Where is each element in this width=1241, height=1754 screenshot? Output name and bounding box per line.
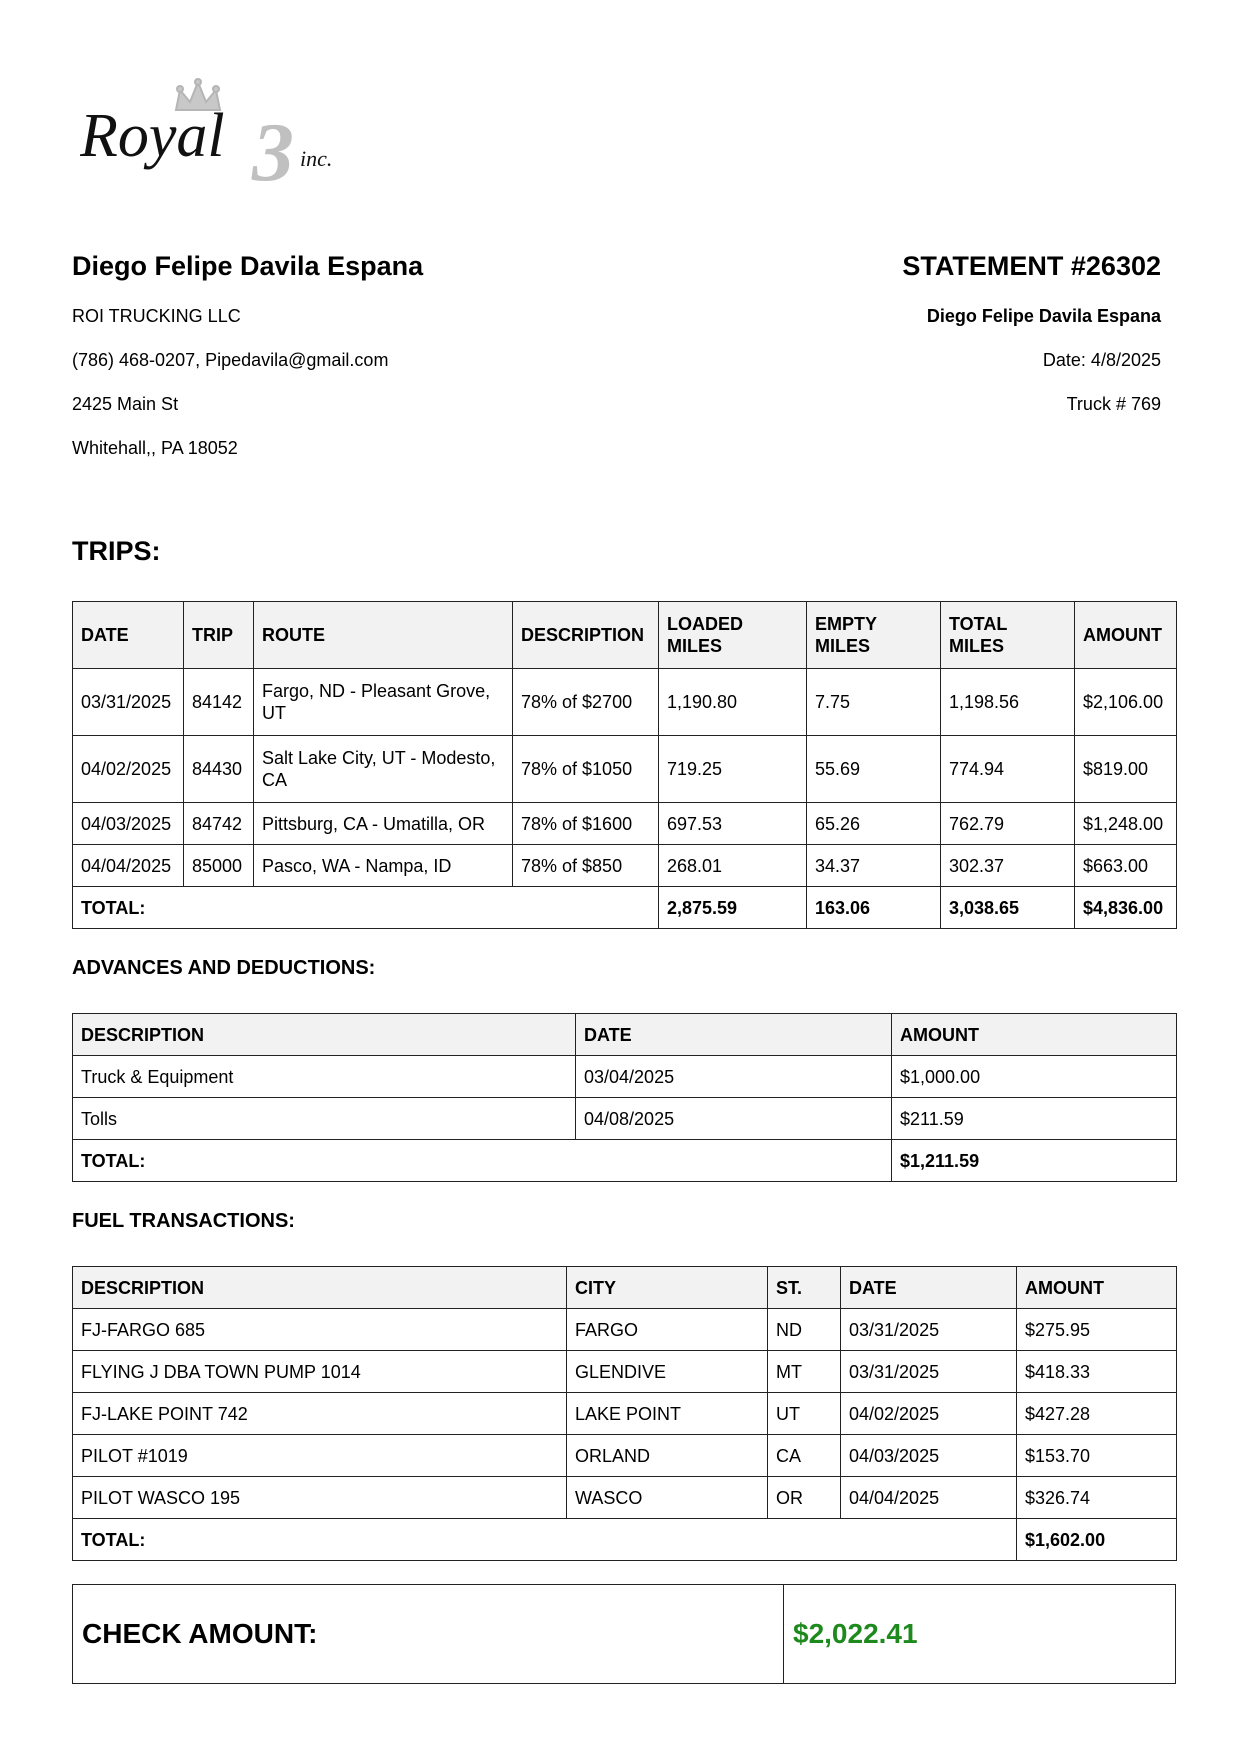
trips-header-row [73,602,1177,669]
check-amount-label: CHECK AMOUNT: [73,1585,784,1683]
total-label: TOTAL: [73,1519,1017,1561]
fuel-amount: $427.28 [1017,1393,1177,1435]
fuel-amount: $418.33 [1017,1351,1177,1393]
trip-date: 04/04/2025 [73,845,184,887]
fuel-date: 04/03/2025 [841,1435,1017,1477]
column-header: AMOUNT [1017,1267,1177,1309]
fuel-description: FJ-FARGO 685 [73,1309,567,1351]
trip-empty-miles: 7.75 [807,669,941,736]
deduction-description: Tolls [73,1098,576,1140]
fuel-total-row [73,1519,1177,1561]
statement-date: Date: 4/8/2025 [1042,350,1161,370]
fuel-heading: FUEL TRANSACTIONS: [72,1210,295,1232]
trip-total-miles: 774.94 [941,736,1075,803]
trip-amount: $2,106.00 [1075,669,1177,736]
trip-number: 84142 [184,669,254,736]
fuel-amount: $153.70 [1017,1435,1177,1477]
trip-route: Pasco, WA - Nampa, ID [254,845,513,887]
trip-loaded-miles: 1,190.80 [659,669,807,736]
trip-empty-miles: 65.26 [807,803,941,845]
total-label: TOTAL: [73,1140,892,1182]
check-amount-value: $2,022.41 [793,1618,918,1649]
trip-loaded-miles: 268.01 [659,845,807,887]
column-header: DATE [841,1267,1017,1309]
trip-empty-miles: 34.37 [807,845,941,887]
fuel-state: OR [768,1477,841,1519]
column-header: LOADED MILES [659,602,807,669]
fuel-table [72,1266,1177,1561]
column-header: DESCRIPTION [513,602,659,669]
trip-description: 78% of $1050 [513,736,659,803]
driver-info [72,250,632,481]
table-row [73,1309,1177,1351]
svg-text:3: 3 [252,106,294,193]
trip-route: Pittsburg, CA - Umatilla, OR [254,803,513,845]
trips-heading: TRIPS: [72,536,161,566]
trip-total-miles: 762.79 [941,803,1075,845]
svg-text:inc.: inc. [300,146,333,171]
deductions-total-amount: $1,211.59 [892,1140,1177,1182]
trip-route: Salt Lake City, UT - Modesto, CA [254,736,513,803]
fuel-city: LAKE POINT [567,1393,768,1435]
fuel-city: WASCO [567,1477,768,1519]
fuel-city: ORLAND [567,1435,768,1477]
column-header: TRIP [184,602,254,669]
trip-loaded-miles: 719.25 [659,736,807,803]
column-header: DESCRIPTION [73,1267,567,1309]
fuel-state: ND [768,1309,841,1351]
table-row [73,1056,1177,1098]
fuel-state: CA [768,1435,841,1477]
svg-text:Royal: Royal [80,102,225,170]
total-total-miles: 3,038.65 [941,887,1075,929]
trip-amount: $819.00 [1075,736,1177,803]
fuel-state: MT [768,1351,841,1393]
driver-address-line1: 2425 Main St [72,394,179,414]
fuel-description: FJ-LAKE POINT 742 [73,1393,567,1435]
deduction-description: Truck & Equipment [73,1056,576,1098]
trips-total-row [73,887,1177,929]
fuel-date: 04/02/2025 [841,1393,1017,1435]
fuel-state: UT [768,1393,841,1435]
deduction-date: 03/04/2025 [576,1056,892,1098]
trip-date: 04/02/2025 [73,736,184,803]
fuel-city: FARGO [567,1309,768,1351]
check-amount-box [72,1584,1176,1684]
column-header: AMOUNT [892,1014,1177,1056]
table-row [73,1393,1177,1435]
trip-number: 84742 [184,803,254,845]
total-loaded-miles: 2,875.59 [659,887,807,929]
statement-info [601,250,1161,437]
column-header: ROUTE [254,602,513,669]
fuel-amount: $326.74 [1017,1477,1177,1519]
column-header: CITY [567,1267,768,1309]
table-row [73,1477,1177,1519]
fuel-date: 03/31/2025 [841,1351,1017,1393]
fuel-date: 04/04/2025 [841,1477,1017,1519]
trip-amount: $663.00 [1075,845,1177,887]
deductions-total-row [73,1140,1177,1182]
trip-total-miles: 1,198.56 [941,669,1075,736]
fuel-description: PILOT #1019 [73,1435,567,1477]
trip-date: 03/31/2025 [73,669,184,736]
statement-name: Diego Felipe Davila Espana [926,306,1161,326]
trip-amount: $1,248.00 [1075,803,1177,845]
trip-description: 78% of $1600 [513,803,659,845]
total-label: TOTAL: [73,887,659,929]
table-row [73,845,1177,887]
trip-total-miles: 302.37 [941,845,1075,887]
driver-company: ROI TRUCKING LLC [72,306,241,326]
table-row [73,669,1177,736]
trip-loaded-miles: 697.53 [659,803,807,845]
table-row [73,1098,1177,1140]
fuel-city: GLENDIVE [567,1351,768,1393]
fuel-total-amount: $1,602.00 [1017,1519,1177,1561]
trip-empty-miles: 55.69 [807,736,941,803]
deduction-amount: $211.59 [892,1098,1177,1140]
table-row [73,803,1177,845]
driver-contact: (786) 468-0207, Pipedavila@gmail.com [72,350,389,370]
company-logo [80,78,380,193]
column-header: DESCRIPTION [73,1014,576,1056]
deductions-table [72,1013,1177,1182]
column-header: ST. [768,1267,841,1309]
driver-name: Diego Felipe Davila Espana [72,251,424,281]
statement-title: STATEMENT #26302 [902,251,1161,281]
table-row [73,736,1177,803]
trip-date: 04/03/2025 [73,803,184,845]
table-row [73,1435,1177,1477]
column-header: EMPTY MILES [807,602,941,669]
fuel-description: FLYING J DBA TOWN PUMP 1014 [73,1351,567,1393]
column-header: DATE [73,602,184,669]
deduction-amount: $1,000.00 [892,1056,1177,1098]
column-header: AMOUNT [1075,602,1177,669]
trip-number: 85000 [184,845,254,887]
table-row [73,1351,1177,1393]
fuel-date: 03/31/2025 [841,1309,1017,1351]
trip-route: Fargo, ND - Pleasant Grove, UT [254,669,513,736]
trip-description: 78% of $2700 [513,669,659,736]
driver-address-line2: Whitehall,, PA 18052 [72,438,238,458]
fuel-header-row [73,1267,1177,1309]
fuel-description: PILOT WASCO 195 [73,1477,567,1519]
trip-number: 84430 [184,736,254,803]
total-amount: $4,836.00 [1075,887,1177,929]
column-header: TOTAL MILES [941,602,1075,669]
statement-truck: Truck # 769 [1066,394,1161,414]
deduction-date: 04/08/2025 [576,1098,892,1140]
deductions-header-row [73,1014,1177,1056]
total-empty-miles: 163.06 [807,887,941,929]
trip-description: 78% of $850 [513,845,659,887]
trips-table [72,601,1177,929]
column-header: DATE [576,1014,892,1056]
deductions-heading: ADVANCES AND DEDUCTIONS: [72,957,376,979]
fuel-amount: $275.95 [1017,1309,1177,1351]
